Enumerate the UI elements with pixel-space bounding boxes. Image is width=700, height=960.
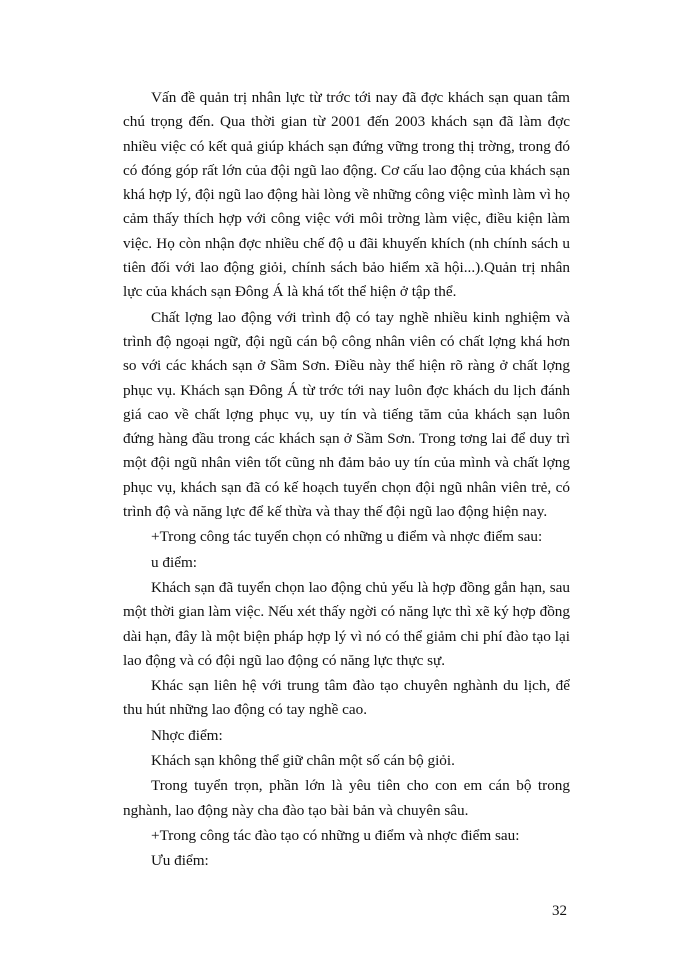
paragraph-training-advantages-label: Ưu điểm: xyxy=(151,852,209,870)
paragraph-recruitment-disadvantage-1: Khách sạn không thể giữ chân một số cán bộ giỏi. xyxy=(151,752,455,770)
paragraph-hr-management-overview: Vấn đề quản trị nhân lực từ trớc tới nay đã đợc khách sạn quan tâm chú trọng đến. Qua thời gian từ 2001 đến 2003 khách sạn đã làm đợc nhiều việc có kết quả giúp khách sạn đứng vững trong thị trờng, trong đó có đóng góp rất lớn của đội ngũ lao động. Cơ cấu lao động của khách sạn khá hợp lý, đội ngũ lao động hài lòng về những công việc mình làm vì họ cảm thấy thích hợp với công việc với môi trờng làm việc, điều kiện làm việc. Họ còn nhận đợc nhiều chế độ u đãi khuyến khích (nh chính sách u tiên đối với lao động giỏi, chính sách bảo hiểm xã hội...).Quản trị nhân lực của khách sạn Đông Á là khá tốt thể hiện ở tập thể. xyxy=(123,89,570,301)
paragraph-labor-quality: Chất lợng lao động với trình độ có tay nghề nhiều kinh nghiệm và trình độ ngoại ngữ, đội ngũ cán bộ công nhân viên có chất lợng khá hơn so với các khách sạn ở Sầm Sơn. Điều này thể hiện rõ ràng ở chất lợng phục vụ. Khách sạn Đông Á từ trớc tới nay luôn đợc khách du lịch đánh giá cao về chất lợng phục vụ, uy tín và tiếng tăm của khách sạn luôn đứng hàng đầu trong các khách sạn ở Sầm Sơn. Trong tơng lai để duy trì một đội ngũ nhân viên tốt cũng nh đảm bảo uy tín của mình và chất lợng phục vụ, khách sạn đã có kế hoạch tuyển chọn đội ngũ nhân viên trẻ, có trình độ và năng lực để kế thừa và thay thế đội ngũ lao động hiện nay. xyxy=(123,308,570,521)
paragraph-disadvantages-label: Nhợc điểm: xyxy=(151,726,223,744)
paragraph-recruitment-advantage-2: Khác sạn liên hệ với trung tâm đào tạo chuyên nghành du lịch, để thu hút những lao động có tay nghề cao. xyxy=(123,677,570,719)
page-body xyxy=(123,86,570,875)
paragraph-recruitment-disadvantage-2: Trong tuyển trọn, phần lớn là yêu tiên cho con em cán bộ trong nghành, lao động này cha đào tạo bài bản và chuyên sâu. xyxy=(123,777,570,819)
paragraph-advantages-label: u điểm: xyxy=(151,553,197,571)
paragraph-training-heading: +Trong công tác đào tạo có những u điểm và nhợc điểm sau: xyxy=(151,826,520,844)
paragraph-recruitment-heading: +Trong công tác tuyển chọn có những u điểm và nhợc điểm sau: xyxy=(151,528,543,546)
paragraph-recruitment-advantage-1: Khách sạn đã tuyển chọn lao động chủ yếu là hợp đồng gắn hạn, sau một thời gian làm việc. Nếu xét thấy ngời có năng lực thì xẽ ký hợp đồng dài hạn, đây là một biện pháp hợp lý vì nó có thể giảm chi phí đào tạo lại lao động và có đội ngũ lao động có năng lực thực sự. xyxy=(123,578,570,669)
page-number: 32 xyxy=(552,903,567,919)
